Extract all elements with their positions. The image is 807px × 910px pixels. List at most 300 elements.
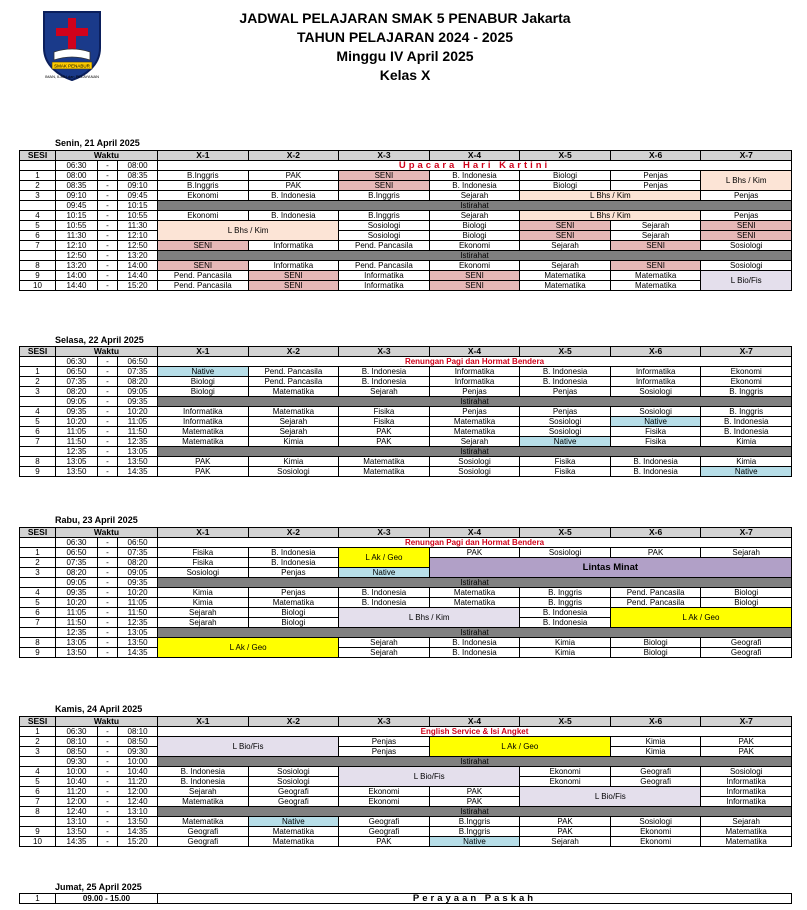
subject-cell: Lintas Minat	[429, 558, 791, 578]
table-row	[20, 181, 792, 191]
sesi-cell: 8	[20, 638, 56, 648]
time-start: 11:05	[56, 608, 98, 618]
time-end: 09:35	[118, 578, 158, 588]
subject-cell: Sejarah	[158, 787, 249, 797]
subject-cell: Matematika	[339, 467, 430, 477]
subject-cell: Sejarah	[158, 618, 249, 628]
subject-cell: Penjas	[429, 407, 520, 417]
col-class: X-2	[248, 347, 339, 357]
col-waktu: Waktu	[56, 528, 158, 538]
subject-cell: B. Indonesia	[248, 191, 339, 201]
time-dash: -	[98, 241, 118, 251]
time-dash: -	[98, 628, 118, 638]
time-end: 10:00	[118, 757, 158, 767]
table-row	[20, 407, 792, 417]
subject-cell: Geografi	[339, 817, 430, 827]
subject-cell: B. Indonesia	[520, 618, 611, 628]
schedule-table-jumat	[19, 893, 792, 904]
subject-cell: L Ak / Geo	[429, 737, 610, 757]
time-end: 11:20	[118, 777, 158, 787]
subject-cell: Penjas	[339, 747, 430, 757]
table-row	[20, 807, 792, 817]
subject-cell: PAK	[701, 737, 792, 747]
time-dash: -	[98, 437, 118, 447]
time-end: 11:50	[118, 608, 158, 618]
time-dash: -	[98, 281, 118, 291]
subject-cell: L Bhs / Kim	[158, 221, 339, 241]
time-start: 08:10	[56, 737, 98, 747]
sesi-cell	[20, 817, 56, 827]
time-dash: -	[98, 251, 118, 261]
time-dash: -	[98, 727, 118, 737]
time-dash: -	[98, 827, 118, 837]
subject-cell: Ekonomi	[610, 827, 701, 837]
time-dash: -	[98, 357, 118, 367]
time-start: 12:50	[56, 251, 98, 261]
table-row	[20, 161, 792, 171]
subject-cell: Matematika	[429, 417, 520, 427]
time-end: 13:05	[118, 628, 158, 638]
subject-cell: PAK	[339, 437, 430, 447]
time-end: 12:35	[118, 618, 158, 628]
table-row	[20, 737, 792, 747]
time-dash: -	[98, 191, 118, 201]
subject-cell: Native	[701, 467, 792, 477]
time-end: 15:20	[118, 281, 158, 291]
time-end: 11:50	[118, 427, 158, 437]
subject-cell: Penjas	[701, 191, 792, 201]
subject-cell: Informatika	[429, 367, 520, 377]
time-end: 11:05	[118, 598, 158, 608]
subject-cell: B. Inggris	[701, 387, 792, 397]
subject-cell: B. Indonesia	[429, 171, 520, 181]
table-row	[20, 648, 792, 658]
subject-cell: Kimia	[701, 457, 792, 467]
subject-cell: Fisika	[158, 548, 249, 558]
subject-cell: Sejarah	[610, 221, 701, 231]
subject-cell: Matematika	[248, 837, 339, 847]
sesi-cell: 5	[20, 221, 56, 231]
sesi-cell	[20, 251, 56, 261]
time-end: 12:00	[118, 787, 158, 797]
schedule-header	[150, 9, 660, 85]
subject-cell: Matematika	[158, 427, 249, 437]
time-dash: -	[98, 271, 118, 281]
subject-cell: Sejarah	[339, 648, 430, 658]
sesi-cell: 4	[20, 588, 56, 598]
time-end: 11:05	[118, 417, 158, 427]
subject-cell: L Ak / Geo	[158, 638, 339, 658]
time-end: 09:05	[118, 568, 158, 578]
time-dash: -	[98, 767, 118, 777]
subject-cell: Ekonomi	[610, 837, 701, 847]
subject-cell: Ekonomi	[701, 377, 792, 387]
col-class: X-4	[429, 347, 520, 357]
subject-cell: Biologi	[610, 638, 701, 648]
schedule-table-rabu	[19, 527, 792, 658]
time-start: 10:55	[56, 221, 98, 231]
time-dash: -	[98, 648, 118, 658]
col-class: X-6	[610, 717, 701, 727]
break-cell: Istirahat	[158, 251, 792, 261]
subject-cell: SENI	[429, 281, 520, 291]
subject-cell: Sosiologi	[248, 767, 339, 777]
time-end: 14:40	[118, 271, 158, 281]
schedule-table-senin	[19, 150, 792, 291]
subject-cell: Pend. Pancasila	[158, 281, 249, 291]
table-row	[20, 417, 792, 427]
subject-cell: Biologi	[248, 608, 339, 618]
subject-cell: Matematika	[158, 797, 249, 807]
col-class: X-2	[248, 528, 339, 538]
subject-cell: SENI	[701, 231, 792, 241]
time-start: 12:10	[56, 241, 98, 251]
time-start: 12:40	[56, 807, 98, 817]
subject-cell: Biologi	[429, 221, 520, 231]
sesi-cell	[20, 357, 56, 367]
subject-cell: Ekonomi	[520, 767, 611, 777]
time-start: 13:50	[56, 827, 98, 837]
time-start: 06:30	[56, 538, 98, 548]
time-end: 14:35	[118, 467, 158, 477]
time-dash: -	[98, 787, 118, 797]
col-class: X-6	[610, 347, 701, 357]
day-label-senin: Senin, 21 April 2025	[55, 138, 140, 148]
time-start: 12:35	[56, 447, 98, 457]
subject-cell: Penjas	[429, 387, 520, 397]
table-row	[20, 747, 792, 757]
subject-cell: Sejarah	[339, 638, 430, 648]
table-row	[20, 827, 792, 837]
subject-cell: Penjas	[610, 181, 701, 191]
table-row	[20, 241, 792, 251]
subject-cell: Informatika	[701, 787, 792, 797]
time-start: 13:05	[56, 457, 98, 467]
subject-cell: Ekonomi	[158, 211, 249, 221]
time-start: 14:40	[56, 281, 98, 291]
subject-cell: Informatika	[158, 407, 249, 417]
table-row	[20, 171, 792, 181]
time-dash: -	[98, 608, 118, 618]
subject-cell: Native	[520, 437, 611, 447]
event-cell: Perayaan Paskah	[158, 894, 792, 904]
subject-cell: Fisika	[158, 558, 249, 568]
time-dash: -	[98, 467, 118, 477]
sesi-cell: 9	[20, 827, 56, 837]
table-row	[20, 427, 792, 437]
subject-cell: Sosiologi	[610, 407, 701, 417]
subject-cell: Sosiologi	[701, 261, 792, 271]
subject-cell: B. Indonesia	[158, 767, 249, 777]
subject-cell: Pend. Pancasila	[248, 377, 339, 387]
time-dash: -	[98, 457, 118, 467]
subject-cell: Penjas	[248, 568, 339, 578]
time-end: 13:50	[118, 638, 158, 648]
break-cell: Istirahat	[158, 578, 792, 588]
time-range: 09.00 - 15.00	[56, 894, 158, 904]
subject-cell: Matematika	[701, 827, 792, 837]
time-dash: -	[98, 598, 118, 608]
time-end: 12:10	[118, 231, 158, 241]
break-cell: Istirahat	[158, 757, 792, 767]
time-end: 15:20	[118, 837, 158, 847]
sesi-cell: 5	[20, 417, 56, 427]
col-class: X-4	[429, 528, 520, 538]
subject-cell: B. Indonesia	[339, 367, 430, 377]
time-dash: -	[98, 797, 118, 807]
subject-cell: SENI	[429, 271, 520, 281]
subject-cell: PAK	[248, 171, 339, 181]
subject-cell: L Ak / Geo	[339, 548, 430, 568]
col-class: X-7	[701, 528, 792, 538]
schedule-table-selasa	[19, 346, 792, 477]
time-end: 13:10	[118, 807, 158, 817]
subject-cell: Kimia	[248, 457, 339, 467]
subject-cell: Penjas	[248, 588, 339, 598]
subject-cell: Matematika	[429, 598, 520, 608]
time-start: 10:00	[56, 767, 98, 777]
header-year: TAHUN PELAJARAN 2024 - 2025	[296, 29, 514, 45]
subject-cell: Biologi	[610, 648, 701, 658]
time-dash: -	[98, 568, 118, 578]
sesi-cell	[20, 447, 56, 457]
table-row	[20, 837, 792, 847]
subject-cell: Biologi	[158, 387, 249, 397]
table-row	[20, 231, 792, 241]
table-row	[20, 261, 792, 271]
subject-cell: B. Inggris	[701, 407, 792, 417]
time-start: 09:45	[56, 201, 98, 211]
time-start: 11:50	[56, 437, 98, 447]
break-cell: Istirahat	[158, 447, 792, 457]
header-row	[20, 151, 792, 161]
time-dash: -	[98, 737, 118, 747]
col-class: X-5	[520, 717, 611, 727]
subject-cell: SENI	[248, 271, 339, 281]
table-row	[20, 211, 792, 221]
subject-cell: Sejarah	[520, 241, 611, 251]
sesi-cell: 6	[20, 787, 56, 797]
sesi-cell: 10	[20, 837, 56, 847]
sesi-cell: 7	[20, 241, 56, 251]
subject-cell: Geografi	[610, 777, 701, 787]
subject-cell: Native	[158, 367, 249, 377]
subject-cell: Sosiologi	[701, 767, 792, 777]
event-cell: English Service & Isi Angket	[158, 727, 792, 737]
subject-cell: B.Inggris	[158, 181, 249, 191]
event-cell: Renungan Pagi dan Hormat Bendera	[158, 538, 792, 548]
sesi-cell: 2	[20, 181, 56, 191]
col-class: X-6	[610, 151, 701, 161]
subject-cell: Kimia	[610, 737, 701, 747]
time-start: 13:10	[56, 817, 98, 827]
subject-cell: Ekonomi	[339, 797, 430, 807]
sesi-cell: 9	[20, 648, 56, 658]
time-dash: -	[98, 171, 118, 181]
time-end: 12:50	[118, 241, 158, 251]
subject-cell: Kimia	[610, 747, 701, 757]
subject-cell: L Ak / Geo	[610, 608, 791, 628]
subject-cell: Sejarah	[701, 817, 792, 827]
table-row	[20, 787, 792, 797]
table-row	[20, 357, 792, 367]
time-dash: -	[98, 367, 118, 377]
time-end: 12:35	[118, 437, 158, 447]
time-end: 10:40	[118, 767, 158, 777]
time-start: 11:05	[56, 427, 98, 437]
time-end: 08:35	[118, 171, 158, 181]
sesi-cell	[20, 578, 56, 588]
subject-cell: Matematika	[610, 271, 701, 281]
logo-banner: SMAK PENABUR	[54, 63, 90, 69]
table-row	[20, 608, 792, 618]
subject-cell: Penjas	[701, 211, 792, 221]
subject-cell: B. Indonesia	[701, 417, 792, 427]
time-end: 09:05	[118, 387, 158, 397]
time-start: 08:50	[56, 747, 98, 757]
time-start: 09:35	[56, 588, 98, 598]
col-class: X-7	[701, 717, 792, 727]
col-class: X-3	[339, 151, 430, 161]
col-sesi: SESI	[20, 347, 56, 357]
time-start: 11:30	[56, 231, 98, 241]
sesi-cell: 1	[20, 171, 56, 181]
table-row	[20, 578, 792, 588]
time-end: 14:35	[118, 648, 158, 658]
subject-cell: Informatika	[248, 261, 339, 271]
col-class: X-6	[610, 528, 701, 538]
subject-cell: Pend. Pancasila	[248, 367, 339, 377]
subject-cell: Kimia	[158, 598, 249, 608]
day-label-selasa: Selasa, 22 April 2025	[55, 335, 144, 345]
time-start: 08:20	[56, 568, 98, 578]
time-end: 07:35	[118, 548, 158, 558]
time-dash: -	[98, 397, 118, 407]
table-row	[20, 467, 792, 477]
schedule-table-kamis	[19, 716, 792, 847]
subject-cell: Geografi	[701, 638, 792, 648]
sesi-cell: 6	[20, 608, 56, 618]
sesi-cell: 3	[20, 387, 56, 397]
subject-cell: Informatika	[429, 377, 520, 387]
subject-cell: Sosiologi	[429, 457, 520, 467]
time-start: 11:50	[56, 618, 98, 628]
day-label-kamis: Kamis, 24 April 2025	[55, 704, 143, 714]
time-end: 13:50	[118, 457, 158, 467]
subject-cell: Sosiologi	[248, 467, 339, 477]
subject-cell: B. Indonesia	[429, 638, 520, 648]
time-end: 06:50	[118, 357, 158, 367]
subject-cell: Pend. Pancasila	[158, 271, 249, 281]
table-row	[20, 271, 792, 281]
time-end: 09:10	[118, 181, 158, 191]
subject-cell: Sejarah	[248, 417, 339, 427]
time-start: 10:20	[56, 598, 98, 608]
sesi-cell: 3	[20, 747, 56, 757]
time-dash: -	[98, 181, 118, 191]
time-end: 14:00	[118, 261, 158, 271]
time-dash: -	[98, 807, 118, 817]
time-start: 06:30	[56, 727, 98, 737]
school-logo	[40, 8, 104, 82]
col-class: X-1	[158, 151, 249, 161]
time-start: 14:00	[56, 271, 98, 281]
subject-cell: Sejarah	[429, 191, 520, 201]
table-row	[20, 598, 792, 608]
sesi-cell: 4	[20, 767, 56, 777]
time-end: 13:05	[118, 447, 158, 457]
subject-cell: Pend. Pancasila	[610, 598, 701, 608]
time-end: 12:40	[118, 797, 158, 807]
col-class: X-4	[429, 717, 520, 727]
table-row	[20, 767, 792, 777]
subject-cell: B. Indonesia	[610, 457, 701, 467]
time-start: 09:10	[56, 191, 98, 201]
subject-cell: PAK	[429, 787, 520, 797]
subject-cell: Sosiologi	[248, 777, 339, 787]
sesi-cell: 1	[20, 367, 56, 377]
time-start: 06:30	[56, 161, 98, 171]
subject-cell: Matematika	[701, 837, 792, 847]
table-row	[20, 251, 792, 261]
subject-cell: Sosiologi	[520, 548, 611, 558]
subject-cell: Fisika	[520, 467, 611, 477]
break-cell: Istirahat	[158, 397, 792, 407]
header-row	[20, 528, 792, 538]
subject-cell: B. Indonesia	[520, 377, 611, 387]
subject-cell: Fisika	[339, 407, 430, 417]
subject-cell: Informatika	[701, 797, 792, 807]
subject-cell: L Bio/Fis	[339, 767, 520, 787]
subject-cell: Geografi	[248, 797, 339, 807]
time-dash: -	[98, 638, 118, 648]
subject-cell: B. Inggris	[520, 588, 611, 598]
col-class: X-3	[339, 347, 430, 357]
subject-cell: Kimia	[248, 437, 339, 447]
col-class: X-5	[520, 347, 611, 357]
subject-cell: Ekonomi	[158, 191, 249, 201]
sesi-cell: 7	[20, 797, 56, 807]
time-start: 10:40	[56, 777, 98, 787]
subject-cell: Biologi	[248, 618, 339, 628]
subject-cell: Ekonomi	[429, 261, 520, 271]
sesi-cell: 8	[20, 457, 56, 467]
table-row	[20, 201, 792, 211]
subject-cell: Matematika	[429, 427, 520, 437]
subject-cell: Sosiologi	[610, 817, 701, 827]
subject-cell: Fisika	[520, 457, 611, 467]
day-label-rabu: Rabu, 23 April 2025	[55, 515, 138, 525]
subject-cell: Penjas	[520, 387, 611, 397]
subject-cell: Native	[610, 417, 701, 427]
time-start: 12:35	[56, 628, 98, 638]
col-sesi: SESI	[20, 528, 56, 538]
sesi-cell: 1	[20, 548, 56, 558]
subject-cell: B. Indonesia	[339, 377, 430, 387]
subject-cell: Informatika	[248, 241, 339, 251]
subject-cell: Matematika	[339, 457, 430, 467]
subject-cell: B.Inggris	[158, 171, 249, 181]
sesi-cell: 1	[20, 727, 56, 737]
time-start: 09:05	[56, 397, 98, 407]
subject-cell: SENI	[339, 181, 430, 191]
subject-cell: Matematika	[248, 827, 339, 837]
table-row	[20, 397, 792, 407]
time-end: 10:55	[118, 211, 158, 221]
table-row	[20, 588, 792, 598]
subject-cell: B. Indonesia	[248, 548, 339, 558]
subject-cell: Matematika	[158, 437, 249, 447]
